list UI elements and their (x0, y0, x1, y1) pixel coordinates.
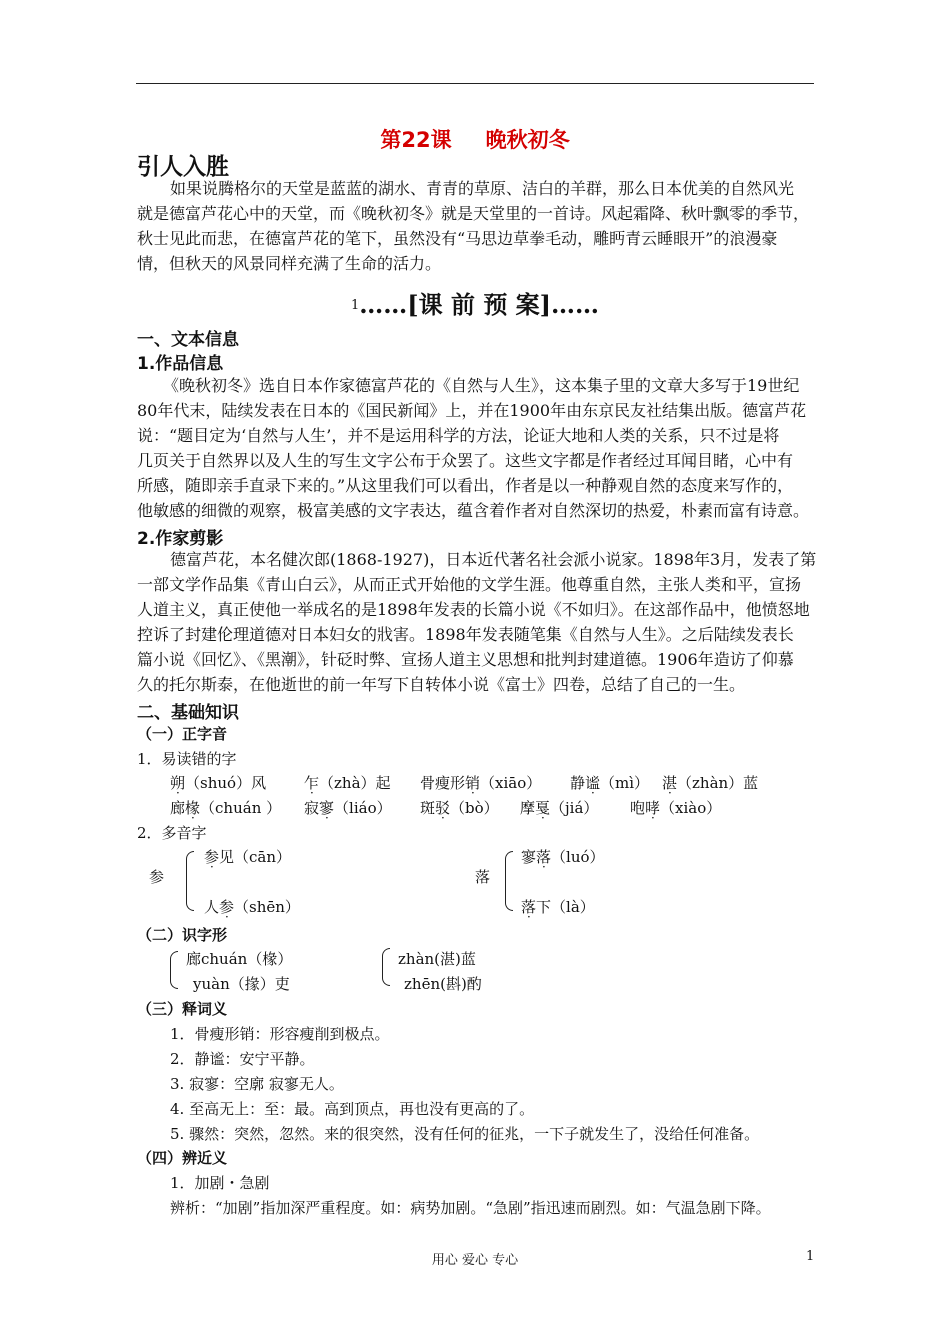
author-paragraph (137, 547, 817, 697)
polyphone-subheading: 2．多音字 (137, 824, 207, 842)
pinyin-item: 静谧（mì） (570, 774, 650, 792)
definition-item: 1．骨瘦形销：形容瘦削到极点。 (170, 1025, 390, 1043)
author-heading: 2.作家剪影 (137, 529, 224, 549)
pinyin-item: 斑驳（bò） (420, 799, 499, 817)
polyphone-char: 落 (475, 868, 491, 886)
brace-icon (382, 948, 390, 986)
footer-motto: 用心 爱心 专心 (431, 1253, 519, 1268)
section-banner (0, 285, 950, 320)
author-line: 控诉了封建伦理道德对日本妇女的戕害。1898年发表随笔集《自然与人生》。之后陆续发表长 (137, 625, 794, 644)
intro-heading: 引人入胜 (137, 154, 229, 180)
work-line: 说：“题目定为‘自然与人生’，并不是运用科学的方法，论证大地和人类的关系，只不过是将 (137, 426, 780, 445)
synonym-pair: 1．加剧・急剧 (170, 1174, 270, 1192)
pinyin-item: 骨瘦形销（xiāo） (420, 774, 542, 792)
intro-line: 就是德富芦花心中的天堂，而《晚秋初冬》就是天堂里的一首诗。风起霜降、秋叶飘零的季节， (137, 204, 810, 223)
work-line: 所感，随即亲手直录下来的。”从这里我们可以看出，作者是以一种静观自然的态度来写作的， (137, 476, 794, 495)
definition-item: 3. 寂寥：空廓 寂寥无人。 (170, 1075, 344, 1093)
glyph-pair-item: 廊chuán（椽） (186, 950, 293, 968)
pinyin-item: 朔（shuó）风 (170, 774, 267, 792)
pinyin-item: 寂寥（liáo） (304, 799, 392, 817)
author-line: 一部文学作品集《青山白云》，从而正式开始他的文学生涯。他尊重自然，主张人类和平，宣扬 (137, 575, 802, 594)
bianjinyi-heading: （四）辨近义 (137, 1149, 228, 1167)
pinyin-item: 咆哮（xiào） (630, 799, 722, 817)
work-line: 他敏感的细微的观察，极富美感的文字表达，蕴含着作者对自然深切的热爱，朴素而富有诗意。 (137, 501, 810, 520)
lesson-number: 第22课 (380, 128, 452, 152)
definition-item: 2．静谧：安宁平静。 (170, 1050, 315, 1068)
section-page-marker: 1 (350, 298, 360, 313)
intro-paragraph (137, 176, 817, 276)
polyphone-char: 参 (149, 868, 165, 886)
pinyin-item: 湛（zhàn）蓝 (662, 774, 759, 792)
polyphone-reading: 人参（shēn） (204, 898, 300, 916)
basics-heading: 二、基础知识 (137, 703, 239, 723)
intro-line: 秋士见此而悲，在德富芦花的笔下，虽然没有“马思边草拳毛动，雕眄青云睡眼开”的浪漫豪 (137, 229, 778, 248)
zhengziyin-heading: （一）正字音 (137, 725, 228, 743)
intro-line: 情，但秋天的风景同样充满了生命的活力。 (137, 254, 442, 273)
polyphone-reading: 寥落（luó） (521, 848, 605, 866)
brace-icon (170, 951, 178, 989)
synonym-analysis: 辨析：“加剧”指加深严重程度。如：病势加剧。“急剧”指迅速而剧烈。如：气温急剧下降。 (170, 1199, 771, 1217)
author-line: 德富芦花，本名健次郎(1868-1927)，日本近代著名社会派小说家。1898年3月，发表了第 (170, 550, 817, 569)
glyph-pair-item: yuàn（掾）吏 (193, 975, 290, 993)
glyph-pair-item: zhàn(湛)蓝 (398, 950, 476, 968)
author-line: 篇小说《回忆》、《黑潮》，针砭时弊、宣扬人道主义思想和批判封建道德。1906年造访了仰慕 (137, 650, 794, 669)
text-info-heading: 一、文本信息 (137, 330, 239, 350)
intro-line: 如果说腾格尔的天堂是蓝蓝的湖水、青青的草原、洁白的羊群，那么日本优美的自然风光 (170, 179, 795, 198)
glyph-pair-item: zhēn(斟)酌 (404, 975, 482, 993)
pinyin-item: 乍（zhà）起 (304, 774, 391, 792)
work-info-paragraph (137, 373, 817, 523)
polyphone-reading: 落下（là） (521, 898, 595, 916)
header-rule (136, 83, 814, 84)
work-line: 《晚秋初冬》选自日本作家德富芦花的《自然与人生》，这本集子里的文章大多写于19世纪 (163, 376, 800, 395)
brace-icon (186, 851, 194, 911)
polyphone-reading: 参见（cān） (204, 848, 292, 866)
work-line: 80年代末，陆续发表在日本的《国民新闻》上，并在1900年由东京民友社结集出版。德富芦花 (137, 401, 807, 420)
definition-item: 5. 骤然：突然，忽然。来的很突然，没有任何的征兆，一下子就发生了，没给任何准备。 (170, 1125, 760, 1143)
pinyin-item: 摩戛（jiá） (520, 799, 599, 817)
shiciyi-heading: （三）释词义 (137, 1000, 228, 1018)
misread-subheading: 1．易读错的字 (137, 750, 237, 768)
section-label: ……[课 前 预 案]…… (359, 290, 600, 319)
definition-item: 4. 至高无上：至：最。高到顶点，再也没有更高的了。 (170, 1100, 535, 1118)
author-line: 人道主义，真正使他一举成名的是1898年发表的长篇小说《不如归》。在这部作品中，他愤怒地 (137, 600, 810, 619)
author-line: 久的托尔斯泰，在他逝世的前一年写下自转体小说《富士》四卷，总结了自己的一生。 (137, 675, 746, 694)
page-number: 1 (806, 1249, 815, 1264)
shizixing-heading: （二）识字形 (137, 926, 228, 944)
work-info-heading: 1.作品信息 (137, 354, 224, 374)
brace-icon (505, 851, 513, 911)
pinyin-item: 廊椽（chuán ） (170, 799, 282, 817)
work-line: 几页关于自然界以及人生的写生文字公布于众罢了。这些文字都是作者经过耳闻目睹，心中有 (137, 451, 794, 470)
lesson-name: 晚秋初冬 (485, 128, 570, 152)
